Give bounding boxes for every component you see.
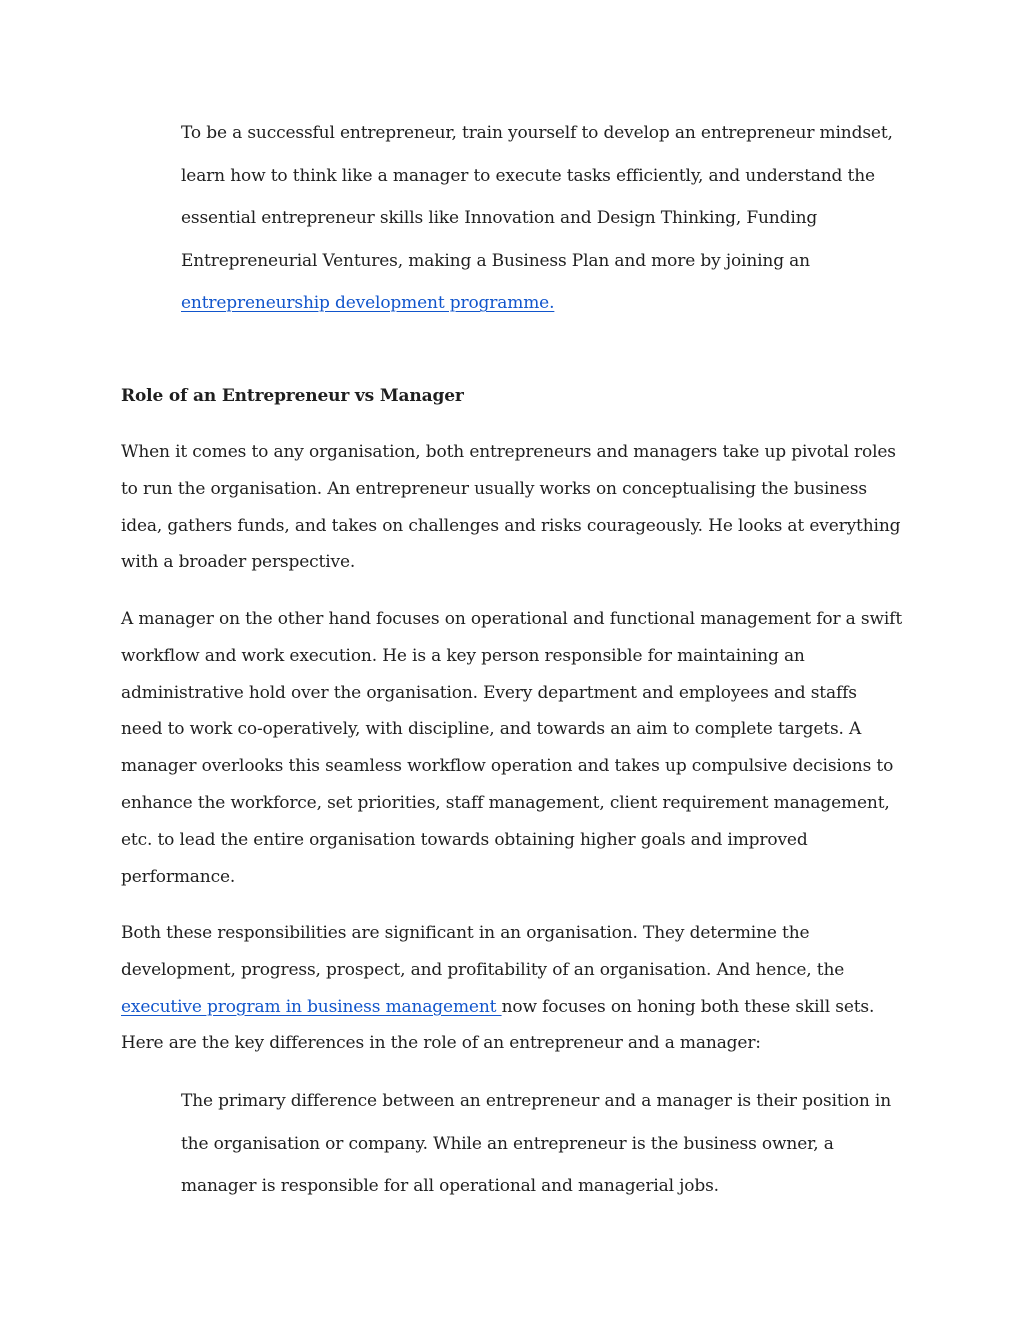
paragraph-line: Both these responsibilities are significant in an organisation. They determine the xyxy=(121,923,810,943)
difference-paragraph xyxy=(181,1080,911,1208)
paragraph-line: need to work co-operatively, with discipline, and towards an aim to complete targets. A xyxy=(121,719,862,740)
paragraph-line: with a broader perspective. xyxy=(121,552,356,573)
executive-program-link[interactable]: executive program in business management xyxy=(121,996,502,1017)
paragraph-line: development, progress, prospect, and profitability of an organisation. And hence, the xyxy=(121,959,845,980)
paragraph-line: to run the organisation. An entrepreneur usually works on conceptualising the business xyxy=(121,478,867,499)
paragraph-line: When it comes to any organisation, both entrepreneurs and managers take up pivotal roles xyxy=(121,442,896,462)
difference-line-2: the organisation or company. While an entrepreneur is the business owner, a xyxy=(181,1133,834,1154)
intro-line-3: essential entrepreneur skills like Innovation and Design Thinking, Funding xyxy=(181,208,818,228)
paragraph-line: administrative hold over the organisation. Every department and employees and staffs xyxy=(121,682,857,703)
paragraph-roles xyxy=(121,434,911,581)
paragraph-line: A manager on the other hand focuses on operational and functional management for a swift xyxy=(121,609,903,629)
paragraph-line: workflow and work execution. He is a key person responsible for maintaining an xyxy=(121,645,805,666)
entrepreneurship-programme-link[interactable]: entrepreneurship development programme. xyxy=(181,293,555,313)
intro-line-1: To be a successful entrepreneur, train yourself to develop an entrepreneur mindset, xyxy=(181,123,893,143)
difference-line-3: manager is responsible for all operational and managerial jobs. xyxy=(181,1176,719,1196)
paragraph-line: enhance the workforce, set priorities, staff management, client requirement management, xyxy=(121,792,890,813)
intro-line-2: learn how to think like a manager to execute tasks efficiently, and understand the xyxy=(181,165,875,186)
paragraph-line-rest: now focuses on honing both these skill sets. xyxy=(501,996,875,1017)
paragraph-line: performance. xyxy=(121,866,236,887)
paragraph-line: manager overlooks this seamless workflow operation and takes up compulsive decisions to xyxy=(121,756,894,777)
intro-line-4: Entrepreneurial Ventures, making a Business Plan and more by joining an xyxy=(181,250,810,271)
paragraph-responsibilities xyxy=(121,915,911,1062)
section-heading: Role of an Entrepreneur vs Manager xyxy=(121,386,464,406)
paragraph-line: idea, gathers funds, and takes on challenges and risks courageously. He looks at everything xyxy=(121,515,901,536)
difference-line-1: The primary difference between an entrepreneur and a manager is their position in xyxy=(181,1091,892,1111)
paragraph-line: etc. to lead the entire organisation towards obtaining higher goals and improved xyxy=(121,829,808,850)
intro-paragraph xyxy=(181,112,911,325)
paragraph-line: Here are the key differences in the role of an entrepreneur and a manager: xyxy=(121,1033,761,1054)
paragraph-line-with-link xyxy=(121,989,911,1026)
paragraph-manager xyxy=(121,601,911,895)
